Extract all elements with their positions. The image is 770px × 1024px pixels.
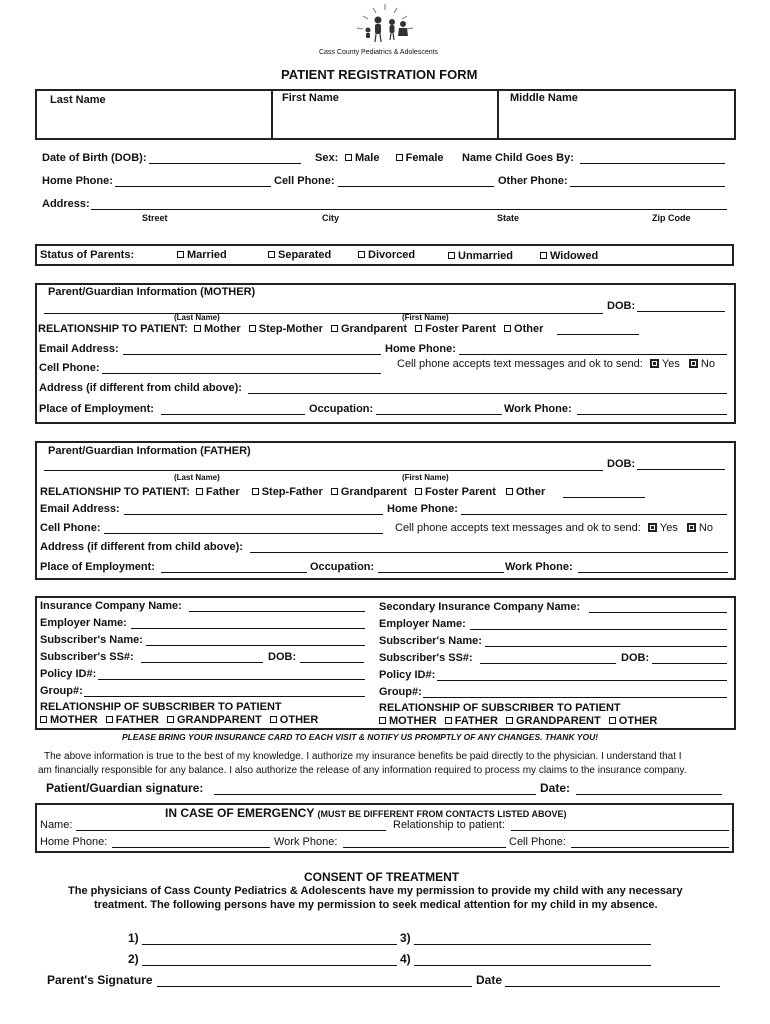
father-address-label: Address (if different from child above): (40, 541, 243, 553)
ins-subscriber-ss-field[interactable] (141, 662, 263, 663)
no-label: No (700, 358, 715, 370)
father-first-caption: (First Name) (402, 473, 449, 482)
emergency-name-label: Name: (40, 819, 73, 831)
sec-father-option: FATHER (454, 715, 498, 727)
sec-group-field[interactable] (423, 697, 727, 698)
sec-grandparent-option: GRANDPARENT (515, 715, 601, 727)
sex-label: Sex: (315, 152, 339, 164)
father-checkbox[interactable] (196, 488, 203, 495)
state-caption: State (497, 213, 520, 223)
last-name-label: Last Name (50, 94, 106, 106)
separated-checkbox[interactable] (268, 251, 275, 258)
female-checkbox[interactable] (396, 154, 403, 161)
foster-parent-checkbox[interactable] (415, 325, 422, 332)
father-dob-field[interactable] (637, 469, 725, 470)
ins-grandparent-option: GRANDPARENT (176, 714, 262, 726)
patient-name-box (35, 89, 736, 140)
male-label: Male (355, 152, 380, 164)
first-name-label: First Name (282, 92, 339, 104)
emergency-name-field[interactable] (76, 830, 386, 831)
ins-policy-field[interactable] (98, 679, 365, 680)
parent-signature-label: Parent's Signature (47, 973, 153, 987)
father-foster-parent-option: Foster Parent (424, 486, 496, 498)
father-other-option: Other (515, 486, 546, 498)
mother-dob-label: DOB: (607, 300, 636, 312)
middle-name-label: Middle Name (510, 92, 578, 104)
ins-subscriber-name-label: Subscriber's Name: (40, 634, 143, 646)
father-text-no-checkbox[interactable] (687, 523, 696, 532)
father-other-field[interactable] (563, 497, 645, 498)
mother-occupation-label: Occupation: (309, 403, 374, 415)
other-checkbox[interactable] (504, 325, 511, 332)
sec-other-checkbox[interactable] (609, 717, 616, 724)
home-phone-field[interactable] (115, 186, 271, 187)
emergency-cell-phone-label: Cell Phone: (509, 836, 566, 848)
ins-company-field[interactable] (189, 611, 365, 612)
ins-policy-label: Policy ID#: (40, 668, 97, 680)
attestation-line-1: The above information is true to the best of my knowledge. I authorize my insurance benefits be paid directly to the physician. I understand that I (44, 751, 682, 762)
consent-line-2: treatment. The following persons have my permission to seek medical attention for my child in my absence. (94, 899, 658, 911)
emergency-relationship-label: Relationship to patient: (393, 819, 505, 831)
dob-label: Date of Birth (DOB): (42, 152, 147, 164)
yes-label: Yes (661, 358, 680, 370)
sec-father-checkbox[interactable] (445, 717, 452, 724)
emergency-title: IN CASE OF EMERGENCY (165, 806, 315, 820)
ins-grandparent-checkbox[interactable] (167, 716, 174, 723)
person-2-label: 2) (128, 952, 139, 966)
sec-subscriber-name-field[interactable] (485, 646, 727, 647)
mother-email-label: Email Address: (39, 343, 119, 355)
mother-checkbox[interactable] (194, 325, 201, 332)
ins-group-field[interactable] (84, 696, 365, 697)
emergency-home-phone-field[interactable] (112, 847, 270, 848)
city-caption: City (322, 213, 340, 223)
mother-option: Mother (204, 323, 241, 335)
ins-dob-field[interactable] (300, 662, 364, 663)
form-title: PATIENT REGISTRATION FORM (281, 67, 478, 82)
sec-grandparent-checkbox[interactable] (506, 717, 513, 724)
ins-relationship-options (40, 715, 318, 726)
person-3-field[interactable] (414, 944, 651, 945)
mother-work-phone-field[interactable] (577, 414, 727, 415)
sec-subscriber-ss-field[interactable] (480, 663, 616, 664)
street-caption: Street (142, 213, 168, 223)
widowed-label: Widowed (550, 250, 599, 262)
ins-dob-label: DOB: (268, 651, 297, 663)
grandparent-checkbox[interactable] (331, 325, 338, 332)
father-grandparent-checkbox[interactable] (331, 488, 338, 495)
married-checkbox[interactable] (177, 251, 184, 258)
father-grandparent-option: Grandparent (340, 486, 407, 498)
father-employment-label: Place of Employment: (40, 561, 155, 573)
foster-parent-option: Foster Parent (425, 323, 496, 335)
mother-relationship (38, 324, 543, 335)
consent-date-field[interactable] (505, 986, 720, 987)
mother-cell-phone-field[interactable] (102, 373, 381, 374)
sec-relationship-label: RELATIONSHIP OF SUBSCRIBER TO PATIENT (379, 702, 621, 714)
ins-mother-checkbox[interactable] (40, 716, 47, 723)
sec-relationship-options (379, 716, 657, 727)
parent-status-label: Status of Parents: (40, 249, 135, 261)
father-other-checkbox[interactable] (506, 488, 513, 495)
sec-employer-field[interactable] (470, 629, 727, 630)
attestation-line-2: am financially responsible for any balance. I also authorize the release of any information required to process my claims to the insurance company. (38, 765, 687, 776)
goes-by-field[interactable] (580, 163, 725, 164)
father-employment-field[interactable] (161, 572, 307, 573)
father-address-field[interactable] (250, 552, 728, 553)
person-1-label: 1) (128, 931, 139, 945)
father-dob-label: DOB: (607, 458, 636, 470)
sec-other-option: OTHER (618, 715, 658, 727)
divorced-label: Divorced (368, 249, 416, 261)
mother-employment-field[interactable] (161, 414, 305, 415)
father-home-phone-label: Home Phone: (387, 503, 458, 515)
widowed-checkbox[interactable] (540, 252, 547, 259)
mother-text-ok (397, 359, 715, 370)
ins-company-label: Insurance Company Name: (40, 600, 182, 612)
father-foster-parent-checkbox[interactable] (415, 488, 422, 495)
emergency-home-phone-label: Home Phone: (40, 836, 108, 848)
ins-father-checkbox[interactable] (106, 716, 113, 723)
mother-last-caption: (Last Name) (174, 313, 220, 322)
ins-father-option: FATHER (115, 714, 159, 726)
father-relationship-label: RELATIONSHIP TO PATIENT: (40, 486, 190, 498)
practice-name: Cass County Pediatrics & Adolescents (319, 49, 439, 56)
male-checkbox[interactable] (345, 154, 352, 161)
sec-company-field[interactable] (589, 612, 727, 613)
signature-date-label: Date: (540, 781, 571, 795)
sec-company-label: Secondary Insurance Company Name: (379, 601, 581, 613)
person-3-label: 3) (400, 931, 411, 945)
separated-label: Separated (278, 249, 332, 261)
father-occupation-field[interactable] (378, 572, 504, 573)
signature-date-field[interactable] (576, 794, 722, 795)
other-phone-field[interactable] (570, 186, 725, 187)
practice-logo (345, 2, 425, 48)
father-work-phone-field[interactable] (578, 572, 728, 573)
person-4-field[interactable] (414, 965, 651, 966)
emergency-heading (165, 807, 566, 819)
mother-text-no-checkbox[interactable] (689, 359, 698, 368)
status-widowed (540, 251, 598, 262)
step-mother-option: Step-Mother (258, 323, 323, 335)
mother-employment-label: Place of Employment: (39, 403, 154, 415)
step-mother-checkbox[interactable] (249, 325, 256, 332)
emergency-work-phone-field[interactable] (343, 847, 506, 848)
sec-mother-checkbox[interactable] (379, 717, 386, 724)
emergency-work-phone-label: Work Phone: (274, 836, 338, 848)
zip-caption: Zip Code (652, 213, 691, 223)
ins-relationship-label: RELATIONSHIP OF SUBSCRIBER TO PATIENT (40, 701, 282, 713)
father-email-field[interactable] (124, 514, 383, 515)
father-cell-phone-field[interactable] (104, 533, 383, 534)
sec-subscriber-name-label: Subscriber's Name: (379, 635, 482, 647)
father-last-caption: (Last Name) (174, 473, 220, 482)
unmarried-checkbox[interactable] (448, 252, 455, 259)
father-text-ok (395, 523, 713, 534)
yes-label: Yes (659, 522, 678, 534)
mother-text-yes-checkbox[interactable] (650, 359, 659, 368)
consent-date-label: Date (476, 973, 503, 987)
ins-employer-field[interactable] (131, 628, 365, 629)
unmarried-label: Unmarried (458, 250, 514, 262)
consent-heading: CONSENT OF TREATMENT (304, 870, 460, 884)
no-label: No (698, 522, 713, 534)
mother-address-field[interactable] (248, 393, 727, 394)
emergency-cell-phone-field[interactable] (571, 847, 729, 848)
father-relationship (40, 487, 545, 498)
sec-policy-field[interactable] (437, 680, 727, 681)
sec-employer-label: Employer Name: (379, 618, 466, 630)
other-phone-label: Other Phone: (498, 175, 568, 187)
mother-email-field[interactable] (123, 354, 381, 355)
status-unmarried (448, 251, 513, 262)
ins-group-label: Group#: (40, 685, 83, 697)
emergency-relationship-field[interactable] (511, 830, 729, 831)
other-option: Other (514, 323, 544, 335)
name-divider (497, 89, 499, 140)
father-work-phone-label: Work Phone: (505, 561, 573, 573)
person-1-field[interactable] (142, 944, 397, 945)
sec-dob-field[interactable] (652, 663, 727, 664)
sec-policy-label: Policy ID#: (379, 669, 436, 681)
status-married (177, 250, 227, 261)
parent-signature-field[interactable] (157, 986, 472, 987)
ins-other-checkbox[interactable] (270, 716, 277, 723)
sec-group-label: Group#: (379, 686, 422, 698)
divorced-checkbox[interactable] (358, 251, 365, 258)
father-option: Father (206, 486, 240, 498)
signature-field[interactable] (214, 794, 536, 795)
cell-phone-label: Cell Phone: (274, 175, 335, 187)
father-occupation-label: Occupation: (310, 561, 375, 573)
mother-other-field[interactable] (557, 334, 639, 335)
mother-text-ok-label: Cell phone accepts text messages and ok to send: (397, 358, 643, 370)
ins-subscriber-ss-label: Subscriber's SS#: (40, 651, 134, 663)
married-label: Married (187, 249, 227, 261)
person-4-label: 4) (400, 952, 411, 966)
female-label: Female (405, 152, 444, 164)
mother-home-phone-field[interactable] (459, 354, 727, 355)
sec-dob-label: DOB: (621, 652, 650, 664)
name-divider (271, 89, 273, 140)
mother-dob-field[interactable] (637, 311, 725, 312)
consent-line-1: The physicians of Cass County Pediatrics & Adolescents have my permission to provide my child with any necessary (68, 885, 683, 897)
emergency-subtitle: (MUST BE DIFFERENT FROM CONTACTS LISTED ABOVE) (317, 809, 567, 819)
mother-relationship-label: RELATIONSHIP TO PATIENT: (38, 323, 188, 335)
person-2-field[interactable] (142, 965, 397, 966)
father-home-phone-field[interactable] (461, 514, 727, 515)
father-cell-phone-label: Cell Phone: (40, 522, 101, 534)
status-divorced (358, 250, 415, 261)
mother-first-caption: (First Name) (402, 313, 449, 322)
sex-options (345, 153, 444, 164)
ins-other-option: OTHER (279, 714, 319, 726)
mother-cell-phone-label: Cell Phone: (39, 362, 100, 374)
signature-label: Patient/Guardian signature: (46, 781, 204, 795)
mother-address-label: Address (if different from child above): (39, 382, 242, 394)
mother-heading: Parent/Guardian Information (MOTHER) (48, 286, 256, 298)
step-father-option: Step-Father (261, 486, 323, 498)
ins-employer-label: Employer Name: (40, 617, 127, 629)
sec-mother-option: MOTHER (389, 715, 437, 727)
father-text-yes-checkbox[interactable] (648, 523, 657, 532)
status-separated (268, 250, 331, 261)
grandparent-option: Grandparent (340, 323, 407, 335)
ins-mother-option: MOTHER (50, 714, 98, 726)
address-field[interactable] (91, 209, 727, 210)
sec-subscriber-ss-label: Subscriber's SS#: (379, 652, 473, 664)
mother-occupation-field[interactable] (376, 414, 502, 415)
mother-work-phone-label: Work Phone: (504, 403, 572, 415)
address-label: Address: (42, 198, 90, 210)
home-phone-label: Home Phone: (42, 175, 113, 187)
mother-name-field[interactable] (44, 313, 603, 314)
father-email-label: Email Address: (40, 503, 120, 515)
dob-field[interactable] (149, 163, 301, 164)
father-heading: Parent/Guardian Information (FATHER) (48, 445, 251, 457)
ins-subscriber-name-field[interactable] (146, 645, 365, 646)
father-name-field[interactable] (44, 470, 603, 471)
goes-by-label: Name Child Goes By: (462, 152, 574, 164)
mother-home-phone-label: Home Phone: (385, 343, 456, 355)
father-text-ok-label: Cell phone accepts text messages and ok to send: (395, 522, 641, 534)
cell-phone-field[interactable] (338, 186, 494, 187)
step-father-checkbox[interactable] (252, 488, 259, 495)
insurance-notice: PLEASE BRING YOUR INSURANCE CARD TO EACH VISIT & NOTIFY US PROMPTLY OF ANY CHANGES. THANK YOU! (122, 732, 599, 742)
